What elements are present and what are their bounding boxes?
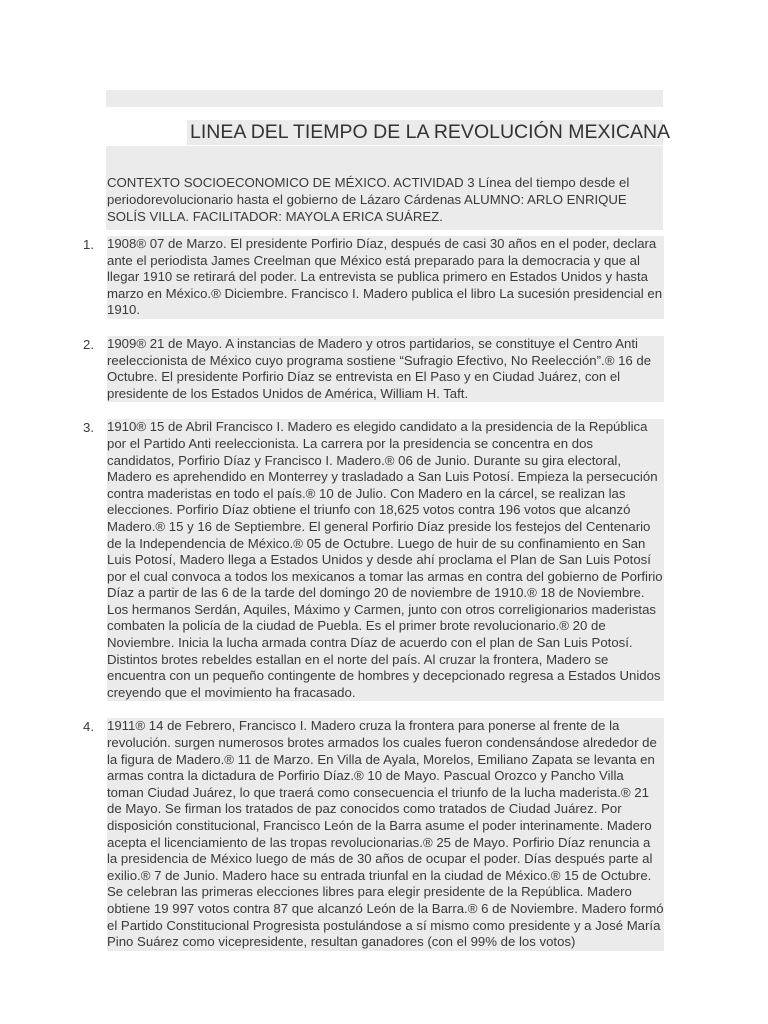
document-title: LINEA DEL TIEMPO DE LA REVOLUCIÓN MEXICANA xyxy=(187,120,663,145)
list-number: 1. xyxy=(83,237,94,252)
timeline-text: 1911® 14 de Febrero, Francisco I. Madero cruza la frontera para ponerse al frente de la revolución. surgen numerosos brotes armados los cuales fueron condensándose alrededor de la figura de Madero.® 11 de Marzo. En Villa de Ayala, Morelos, Emiliano Zapata se levanta en armas contra la dictadura de Porfirio Díaz.® 10 de Mayo. Pascual Orozco y Pancho Villa toman Ciudad Juárez, lo que traerá como consecuencia el triunfo de la lucha maderista.® 21 de Mayo. Se firman los tratados de paz conocidos como tratados de Ciudad Juárez. Por disposición constitucional, Francisco León de la Barra asume el poder interinamente. Madero acepta el licenciamiento de las tropas revolucionarias.® 25 de Mayo. Porfirio Díaz renuncia a la presidencia de México luego de más de 30 años de ocupar el poder. Días después parte al exilio.® 7 de Junio. Madero hace su entrada triunfal en la ciudad de México.® 15 de Octubre. Se celebran las primeras elecciones libres para elegir presidente de la República. Madero obtiene 19 997 votos contra 87 que alcanzó León de la Barra.® 6 de Noviembre. Madero formó el Partido Constitucional Progresista postulándose a sí mismo como presidente y a José María Pino Suárez como vicepresidente, resultan ganadores (con el 99% de los votos) xyxy=(107,718,664,950)
timeline-item-1910 xyxy=(79,419,664,701)
timeline-item-1911 xyxy=(79,718,664,950)
list-number: 4. xyxy=(83,719,94,735)
timeline-item-1908 xyxy=(79,236,664,319)
list-number: 2. xyxy=(83,336,94,352)
timeline-list xyxy=(79,236,664,968)
timeline-text: 1909® 21 de Mayo. A instancias de Madero y otros partidarios, se constituye el Centro Anti reeleccionista de México cuyo programa sostiene “Sufragio Efectivo, No Reelección”.® 16 de Octubre. El presidente Porfirio Díaz se entrevista en El Paso y en Ciudad Juárez, con el presidente de los Estados Unidos de América, William H. Taft. xyxy=(107,336,664,402)
list-number: 3. xyxy=(83,420,94,436)
intro-paragraph: CONTEXTO SOCIOECONOMICO DE MÉXICO. ACTIVIDAD 3 Línea del tiempo desde el periodorevolucionario hasta el gobierno de Lázaro Cárdenas ALUMNO: ARLO ENRIQUE SOLÍS VILLA. FACILITADOR: MAYOLA ERICA SUÁREZ. xyxy=(107,175,630,224)
timeline-item-1909 xyxy=(79,336,664,402)
timeline-text: 1910® 15 de Abril Francisco I. Madero es elegido candidato a la presidencia de la República por el Partido Anti reeleccionista. La carrera por la presidencia se concentra en dos candidatos, Porfirio Díaz y Francisco I. Madero.® 06 de Junio. Durante su gira electoral, Madero es aprehendido en Monterrey y trasladado a San Luis Potosí. Empieza la persecución contra maderistas en todo el país.® 10 de Julio. Con Madero en la cárcel, se realizan las elecciones. Porfirio Díaz obtiene el triunfo con 18,625 votos contra 196 votos que alcanzó Madero.® 15 y 16 de Septiembre. El general Porfirio Díaz preside los festejos del Centenario de la Independencia de México.® 05 de Octubre. Luego de huir de su confinamiento en San Luis Potosí, Madero llega a Estados Unidos y desde ahí proclama el Plan de San Luis Potosí por el cual convoca a todos los mexicanos a tomar las armas en contra del gobierno de Porfirio Díaz a partir de las 6 de la tarde del domingo 20 de noviembre de 1910.® 18 de Noviembre. Los hermanos Serdán, Aquiles, Máximo y Carmen, junto con otros correligionarios maderistas combaten la policía de la ciudad de Puebla. Es el primer brote revolucionario.® 20 de Noviembre. Inicia la lucha armada contra Díaz de acuerdo con el plan de San Luis Potosí. Distintos brotes rebeldes estallan en el norte del país. Al cruzar la frontera, Madero se encuentra con un pequeño contingente de hombres y decepcionado regresa a Estados Unidos creyendo que el movimiento ha fracasado. xyxy=(107,419,663,700)
top-divider-bar xyxy=(106,90,663,107)
timeline-text: 1908® 07 de Marzo. El presidente Porfirio Díaz, después de casi 30 años en el poder, declara ante el periodista James Creelman que México está preparado para la democracia y que al llegar 1910 se retirará del poder. La entrevista se publica primero en Estados Unidos y hasta marzo en México.® Diciembre. Francisco I. Madero publica el libro La sucesión presidencial en 1910. xyxy=(107,236,663,318)
